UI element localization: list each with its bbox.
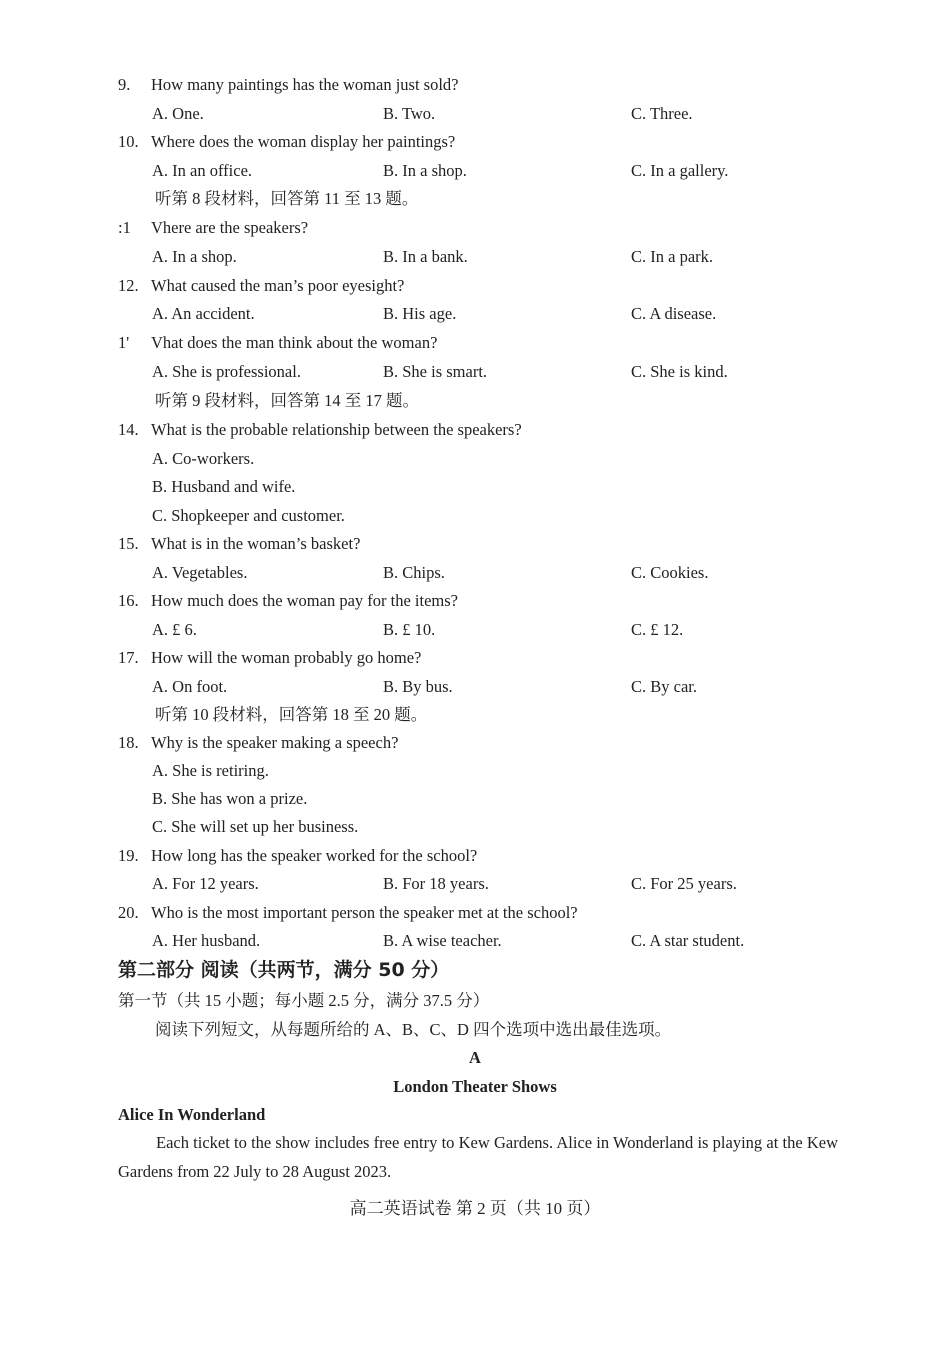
option-a: A. In a shop. xyxy=(152,247,237,266)
option-c: C. £ 12. xyxy=(631,620,684,639)
option-a: A. £ 6. xyxy=(152,620,197,639)
option-b: B. Two. xyxy=(383,104,436,123)
reading-instruction: 阅读下列短文，从每题所给的 A、B、C、D 四个选项中选出最佳选项。 xyxy=(155,1020,672,1039)
show-title: Alice In Wonderland xyxy=(118,1105,266,1124)
question-text: Vhat does the man think about the woman? xyxy=(151,333,438,352)
option-b: B. Husband and wife. xyxy=(152,477,296,496)
option-b: B. His age. xyxy=(383,304,457,323)
option-c: C. A disease. xyxy=(631,304,717,323)
option-b: B. For 18 years. xyxy=(383,874,489,893)
option-b: B. In a shop. xyxy=(383,161,467,180)
passage-title: London Theater Shows xyxy=(393,1077,557,1096)
option-b: B. Chips. xyxy=(383,563,445,582)
question-number: 9. xyxy=(118,75,131,94)
option-b: B. £ 10. xyxy=(383,620,436,639)
option-a: A. Co-workers. xyxy=(152,449,255,468)
part-two-heading: 第二部分 阅读（共两节，满分 50 分） xyxy=(118,959,450,981)
option-a: A. On foot. xyxy=(152,677,228,696)
question-text: Where does the woman display her paintings? xyxy=(151,132,456,151)
option-c: C. In a park. xyxy=(631,247,714,266)
option-b: B. In a bank. xyxy=(383,247,468,266)
option-c: C. She will set up her business. xyxy=(152,817,359,836)
question-10 xyxy=(118,132,455,152)
question-12 xyxy=(118,276,404,296)
page-footer: 高二英语试卷 第 2 页（共 10 页） xyxy=(349,1199,601,1218)
question-text: How will the woman probably go home? xyxy=(151,648,422,667)
question-number: :1 xyxy=(118,218,131,237)
question-17 xyxy=(118,648,421,668)
question-13 xyxy=(118,333,437,353)
option-b: B. By bus. xyxy=(383,677,453,696)
option-c: C. Cookies. xyxy=(631,563,709,582)
passage-letter: A xyxy=(469,1048,481,1067)
question-text: Vhere are the speakers? xyxy=(151,218,309,237)
question-18 xyxy=(118,733,398,753)
question-number: 10. xyxy=(118,132,139,151)
question-text: How much does the woman pay for the items? xyxy=(151,591,459,610)
option-c: C. Three. xyxy=(631,104,693,123)
option-c: C. Shopkeeper and customer. xyxy=(152,506,345,525)
option-a: A. One. xyxy=(152,104,204,123)
option-c: C. In a gallery. xyxy=(631,161,729,180)
question-text: What is in the woman’s basket? xyxy=(151,534,361,553)
passage-paragraph: Each ticket to the show includes free entry to Kew Gardens. Alice in Wonderland is playing at the Kew Gardens from 22 July to 28 August 2023. xyxy=(118,1133,838,1181)
question-number: 14. xyxy=(118,420,139,439)
question-9 xyxy=(118,75,459,95)
option-a: A. Her husband. xyxy=(152,931,261,950)
question-19 xyxy=(118,846,477,866)
question-16 xyxy=(118,591,458,611)
question-number: 18. xyxy=(118,733,139,752)
question-text: How many paintings has the woman just sold? xyxy=(151,75,459,94)
option-c: C. A star student. xyxy=(631,931,745,950)
section-instruction-9: 听第 9 段材料，回答第 14 至 17 题。 xyxy=(155,391,419,410)
question-number: 12. xyxy=(118,276,139,295)
option-a: A. For 12 years. xyxy=(152,874,259,893)
question-number: 19. xyxy=(118,846,139,865)
question-text: Who is the most important person the speaker met at the school? xyxy=(151,903,578,922)
question-text: Why is the speaker making a speech? xyxy=(151,733,399,752)
question-20 xyxy=(118,903,578,923)
section-instruction-8: 听第 8 段材料，回答第 11 至 13 题。 xyxy=(155,189,419,208)
question-text: How long has the speaker worked for the school? xyxy=(151,846,478,865)
question-14 xyxy=(118,420,522,440)
option-c: C. By car. xyxy=(631,677,697,696)
question-15 xyxy=(118,534,360,554)
question-number: 15. xyxy=(118,534,139,553)
option-a: A. She is retiring. xyxy=(152,761,269,780)
option-a: A. She is professional. xyxy=(152,362,301,381)
question-number: 1' xyxy=(118,333,130,352)
option-a: A. An accident. xyxy=(152,304,255,323)
question-text: What caused the man’s poor eyesight? xyxy=(151,276,405,295)
question-11 xyxy=(118,218,308,238)
option-b: B. A wise teacher. xyxy=(383,931,502,950)
option-b: B. She has won a prize. xyxy=(152,789,308,808)
section-one-heading: 第一节（共 15 小题；每小题 2.5 分，满分 37.5 分） xyxy=(118,991,490,1010)
question-number: 17. xyxy=(118,648,139,667)
option-c: C. She is kind. xyxy=(631,362,728,381)
question-number: 20. xyxy=(118,903,139,922)
option-a: A. In an office. xyxy=(152,161,253,180)
option-a: A. Vegetables. xyxy=(152,563,248,582)
section-instruction-10: 听第 10 段材料，回答第 18 至 20 题。 xyxy=(155,705,428,724)
option-c: C. For 25 years. xyxy=(631,874,737,893)
question-number: 16. xyxy=(118,591,139,610)
option-b: B. She is smart. xyxy=(383,362,488,381)
question-text: What is the probable relationship between the speakers? xyxy=(151,420,522,439)
